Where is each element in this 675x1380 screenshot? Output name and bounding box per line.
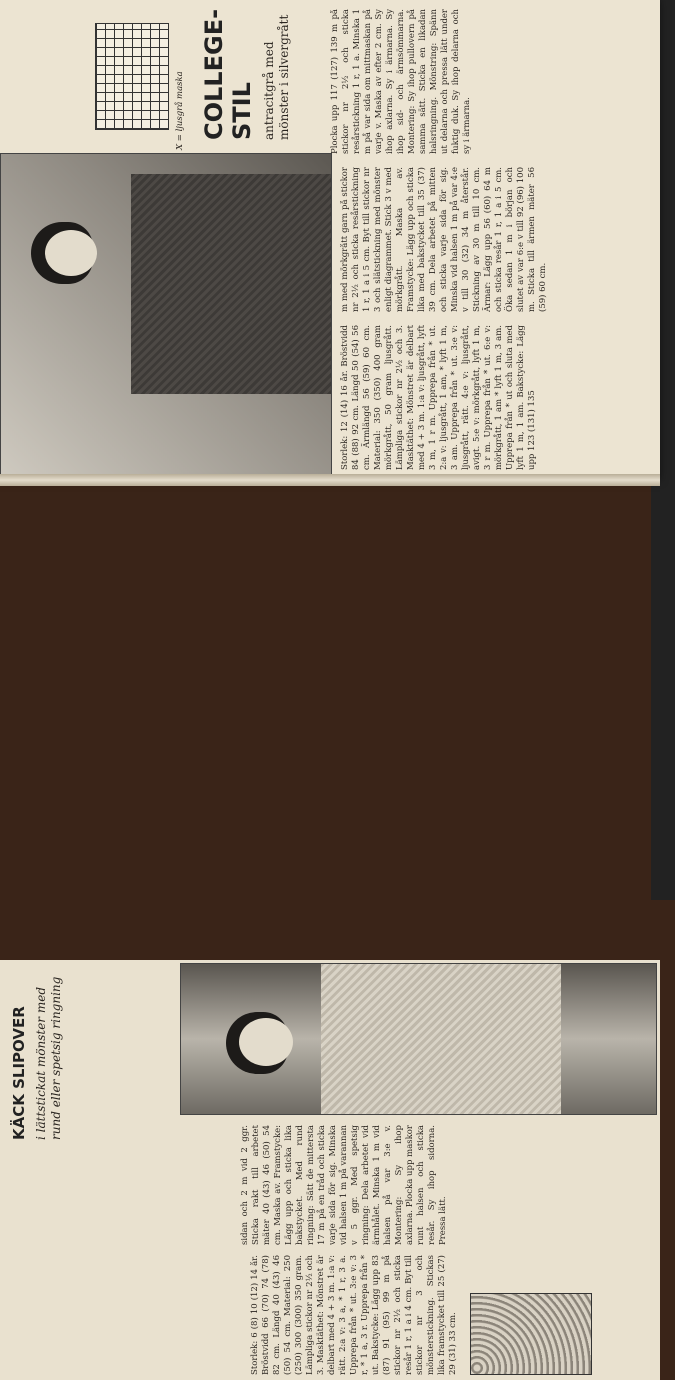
girl-photo: [0, 153, 332, 480]
college-stil-page: [0, 0, 660, 480]
text-column-2: m med mörkgrått garn på stickor nr 2½ och sticka resårstickning 1 r, 1 a i 5 cm. Byt till stickor nr 3 och slätstickning med mönster enligt diagrammet. Stick 3 v med mörkgrått. Maska av. Framstycke: Lägg upp och sticka lika med bakstycket till 35 (37) 39 cm. Dela arbetet på mitten och sticka varje sida för sig. Minska vid halsen 1 m på var 4:e v till 30 (32) 34 m återstår. Stickning av 30 m till 10 cm. Ärmar: Lägg upp 56 (60) 64 m och sticka resår 1 r, 1 a i 5 cm. Öka sedan 1 m i början och slutet av var 6:e v till 92 (96) 100 m. Sticka till ärmen mäter 56 (59) 60 cm.: [340, 167, 548, 312]
slipover-title: KÄCK SLIPOVER: [10, 1006, 28, 1140]
slipover-subtitle: i lättstickat mönster med rund eller spetsig ringning: [34, 976, 63, 1140]
title-line-1: COLLEGE-: [200, 8, 228, 140]
college-subtitle: antracitgrå med mönster i silvergrått: [262, 14, 291, 140]
slipover-text-column-1: Storlek: 6 (8) 10 (12) 14 år. Bröstvidd 66 (70) 74 (78) 82 cm. Längd 40 (43) 46 (50) 54 cm. Material: 250 (250) 300 (300) 350 gram. Lämpliga stickor nr 2½ och 3. Masktäthet: Mönstret är delbart med 4 + 3 m. 1:a v: rätt. 2:a v: 3 a, * 1 r, 3 a. Upprepa från * ut. 3:e v: 3 r, * 1 a, 3 r. Upprepa från * ut. Bakstycke: Lägg upp 83 (87) 91 (95) 99 m på stickor nr 2½ och sticka resår 1 r, 1 a i 4 cm. Byt till stickor nr 3 och mönsterstickning. Stickas lika framstycket till 25 (27) 29 (31) 33 cm.: [250, 1255, 458, 1375]
lower-page: [0, 480, 675, 1375]
pattern-chart: [95, 23, 169, 130]
chart-caption: X = ljusgrå maska: [175, 71, 185, 150]
title-line-2: STIL: [228, 82, 256, 140]
text-column-3: Plocka upp 117 (127) 139 m på stickor nr 2½ och sticka resårstickning 1 r, 1 a. Minska 1 m på var sida om mittmaskan på varje v. Maska av efter 2 cm. Sy ihop axlarna. Sy i ärmarna. Sy ihop sid- och ärmsömmarna. Montering: Sy ihop pullovern på samma sätt. Sticka en likadan halsringning. Mönstring: Spänn ut delarna och pressa lätt under fuktig duk. Sy ihop delarna och sy i ärmarna.: [330, 9, 472, 154]
slipover-page: [0, 960, 660, 1380]
boy-photo: [180, 963, 657, 1115]
slipover-text-column-2: sidan och 2 m vid 2 ggr. Sticka rakt till arbetet mäter 40 (43) 46 (50) 54 cm. Maska av. Framstycke: Lägg upp och sticka lika bakstycket. Med rund ringning: Sätt de mittersta 17 m på en tråd och sticka varje sida för sig. Minska vid halsen 1 m på varannan v 5 ggr. Med spetsig ringning: Dela arbetet vid ärmhålet. Minska 1 m vid halsen på var 3:e v. Montering: Sy ihop axlarna. Plocka upp maskor runt halsen och sticka resår. Sy ihop sidorna. Pressa lätt.: [240, 1125, 448, 1245]
page-title-college: [200, 10, 256, 140]
knit-swatch: [470, 1293, 592, 1375]
upper-page: [0, 0, 675, 480]
text-column-1: Storlek: 12 (14) 16 år. Bröstvidd 84 (88) 92 cm. Längd 50 (54) 56 cm. Ärmlängd 56 (59) 60 cm. Material: 350 (350) 400 gram mörkgrått, 50 gram ljusgrått. Lämpliga stickor nr 2½ och 3. Masktäthet: Mönstret är delbart med 4 + 3 m. 1:a v: ljusgrått, lyft 3 m, 1 r m. Upprepa från * ut. 2:a v: ljusgrått, 1 am, * lyft 1 m, 3 am. Upprepa från * ut. 3:e v: ljusgrått, rätt. 4:e v: ljusgrått, avigt. 5:e v: mörkgrått, lyft 1 m, 3 r m. Upprepa från * ut. 6:e v: mörkgrått, 1 am * lyft 1 m, 3 am. Upprepa från * ut och sluta med lyft 1 m, 1 am. Bakstycke: Lägg upp 123 (131) 135: [340, 325, 537, 470]
